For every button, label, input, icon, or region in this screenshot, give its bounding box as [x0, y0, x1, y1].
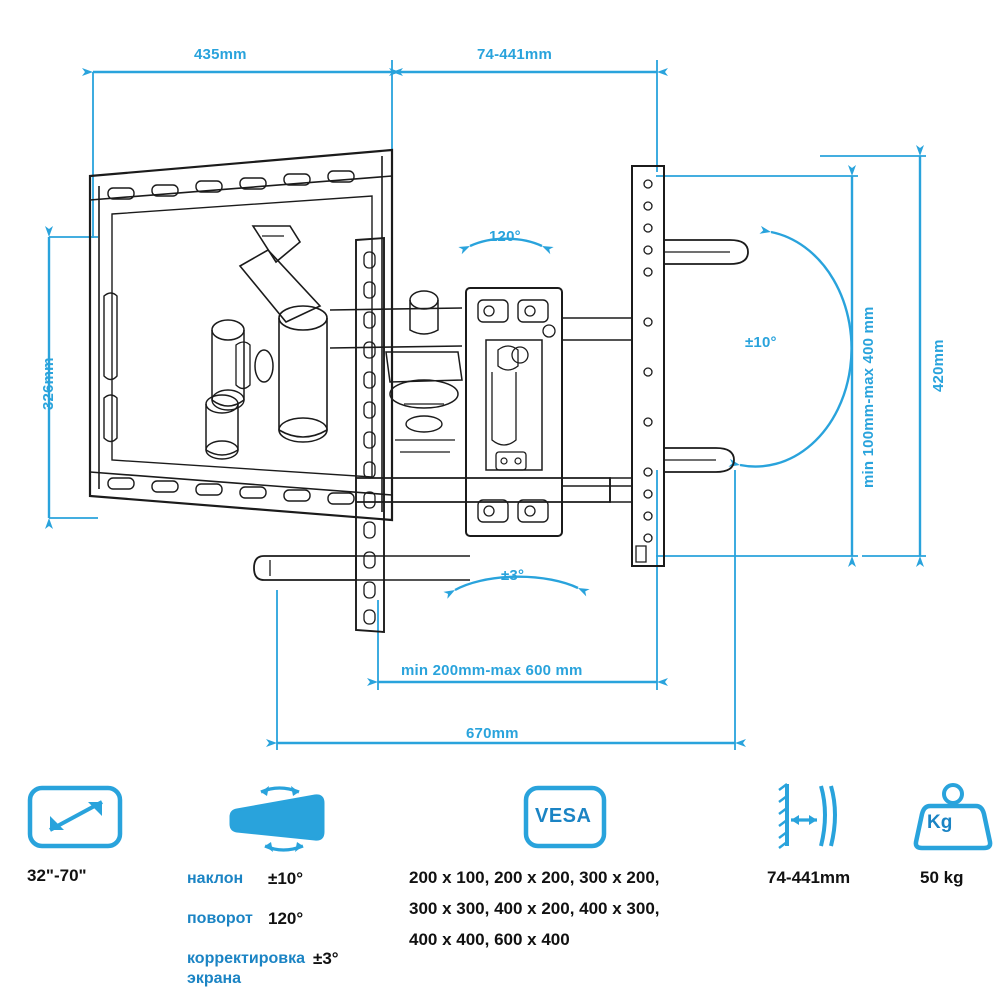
dimension-lines	[49, 60, 926, 750]
tilt-swivel-screen-icon	[215, 780, 345, 858]
weight-value: 50 kg	[920, 868, 964, 887]
motion-label-screen: экрана	[187, 970, 242, 987]
dim-label-roll: ±3°	[501, 567, 525, 584]
dim-label-top-left: 435mm	[194, 46, 247, 63]
wall-distance-icon	[775, 780, 865, 852]
dim-label-left-vertical: 326mm	[40, 357, 57, 410]
dim-label-bottom-inner: min 200mm-max 600 mm	[401, 662, 583, 679]
dim-label-right-inner-vertical: min 100mm-max 400 mm	[860, 306, 877, 488]
dim-label-swivel: 120°	[489, 228, 521, 245]
vesa-line-1: 200 x 100, 200 x 200, 300 x 200,	[409, 868, 660, 887]
motion-label-tilt: наклон	[187, 870, 244, 887]
vesa-badge: VESA	[535, 805, 592, 827]
motion-value-correction: ±3°	[313, 949, 339, 968]
mount-illustration	[90, 150, 748, 632]
dim-label-tilt: ±10°	[745, 334, 777, 351]
motion-label-swivel: поворот	[187, 910, 253, 927]
dim-label-right-outer-vertical: 420mm	[930, 339, 947, 392]
screen-size-value: 32"-70"	[27, 866, 87, 885]
vesa-line-3: 400 x 400, 600 x 400	[409, 930, 570, 949]
motion-label-correction: корректировка	[187, 950, 305, 967]
motion-value-tilt: ±10°	[268, 869, 304, 888]
weight-badge: Kg	[927, 812, 953, 833]
dim-label-top-right: 74-441mm	[477, 46, 552, 63]
dim-label-bottom-outer: 670mm	[466, 725, 519, 742]
vesa-line-2: 300 x 300, 400 x 200, 400 x 300,	[409, 899, 660, 918]
weight-icon	[910, 780, 996, 852]
wall-distance-value: 74-441mm	[767, 868, 851, 887]
motion-value-swivel: 120°	[268, 909, 304, 928]
diagonal-screen-icon	[22, 782, 132, 852]
